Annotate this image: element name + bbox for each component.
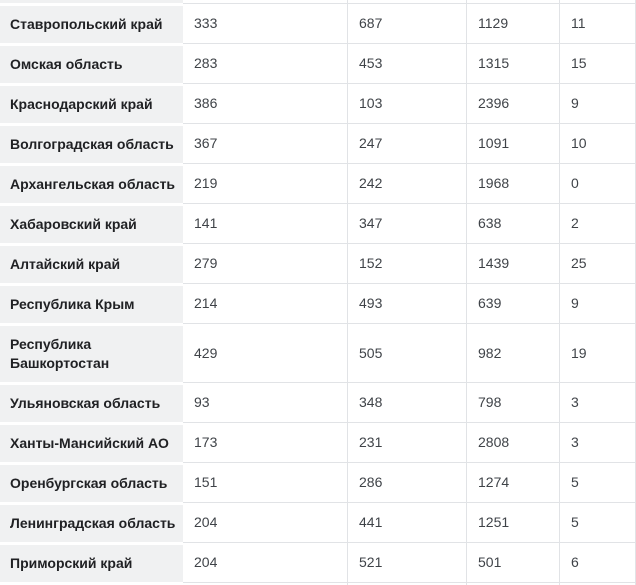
value-cell: 204 [183,502,347,542]
table-row [0,123,636,163]
value-cell: 279 [183,243,347,283]
value-cell: 493 [347,283,466,323]
value-cell: 0 [559,163,636,203]
table-row [0,43,636,83]
value-cell: 283 [183,43,347,83]
value-cell: 687 [347,3,466,43]
value-cell: 9 [559,283,636,323]
value-cell: 231 [347,422,466,462]
region-name-cell: Республика Башкортостан [0,323,183,382]
region-name-cell: Приморский край [0,542,183,582]
value-cell: 3 [559,382,636,422]
value-cell: 247 [347,123,466,163]
value-cell: 286 [347,462,466,502]
region-name-cell: Архангельская область [0,163,183,203]
value-cell: 453 [347,43,466,83]
table-row [0,283,636,323]
value-cell: 1091 [466,123,559,163]
value-cell: 219 [183,163,347,203]
table-row [0,163,636,203]
value-cell: 93 [183,382,347,422]
value-cell: 367 [183,123,347,163]
region-name-cell: Ленинградская область [0,502,183,542]
value-cell: 9 [559,83,636,123]
value-cell: 982 [466,323,559,382]
value-cell: 347 [347,203,466,243]
value-cell: 1129 [466,3,559,43]
value-cell: 6 [559,542,636,582]
value-cell: 15 [559,43,636,83]
value-cell: 2 [559,203,636,243]
value-cell: 5 [559,502,636,542]
value-cell: 638 [466,203,559,243]
value-cell: 505 [347,323,466,382]
value-cell: 10 [559,123,636,163]
value-cell: 173 [183,422,347,462]
value-cell: 1274 [466,462,559,502]
table-row [0,462,636,502]
value-cell: 2396 [466,83,559,123]
value-cell: 151 [183,462,347,502]
value-cell: 204 [183,542,347,582]
value-cell: 429 [183,323,347,382]
table-row [0,243,636,283]
region-name-cell: Краснодарский край [0,83,183,123]
value-cell: 1968 [466,163,559,203]
region-name-cell: Ханты-Мансийский АО [0,422,183,462]
value-cell: 141 [183,203,347,243]
table-row [0,83,636,123]
value-cell: 501 [466,542,559,582]
table-row [0,203,636,243]
table-row [0,382,636,422]
region-name-cell: Омская область [0,43,183,83]
region-name-cell: Хабаровский край [0,203,183,243]
value-cell: 333 [183,3,347,43]
value-cell: 639 [466,283,559,323]
region-name-cell: Ульяновская область [0,382,183,422]
value-cell: 798 [466,382,559,422]
value-cell: 1251 [466,502,559,542]
region-name-cell: Республика Крым [0,283,183,323]
value-cell: 103 [347,83,466,123]
region-name-cell: Оренбургская область [0,462,183,502]
region-name-cell: Алтайский край [0,243,183,283]
region-name-cell: Ставропольский край [0,3,183,43]
value-cell: 2808 [466,422,559,462]
value-cell: 441 [347,502,466,542]
value-cell: 19 [559,323,636,382]
region-name-cell: Волгоградская область [0,123,183,163]
value-cell: 386 [183,83,347,123]
value-cell: 242 [347,163,466,203]
value-cell: 1315 [466,43,559,83]
value-cell: 25 [559,243,636,283]
value-cell: 521 [347,542,466,582]
table-row [0,542,636,582]
value-cell: 11 [559,3,636,43]
table-row [0,323,636,382]
value-cell: 3 [559,422,636,462]
value-cell: 348 [347,382,466,422]
value-cell: 1439 [466,243,559,283]
table-row [0,422,636,462]
value-cell: 5 [559,462,636,502]
value-cell: 214 [183,283,347,323]
table-row [0,502,636,542]
table-row [0,3,636,43]
value-cell: 152 [347,243,466,283]
